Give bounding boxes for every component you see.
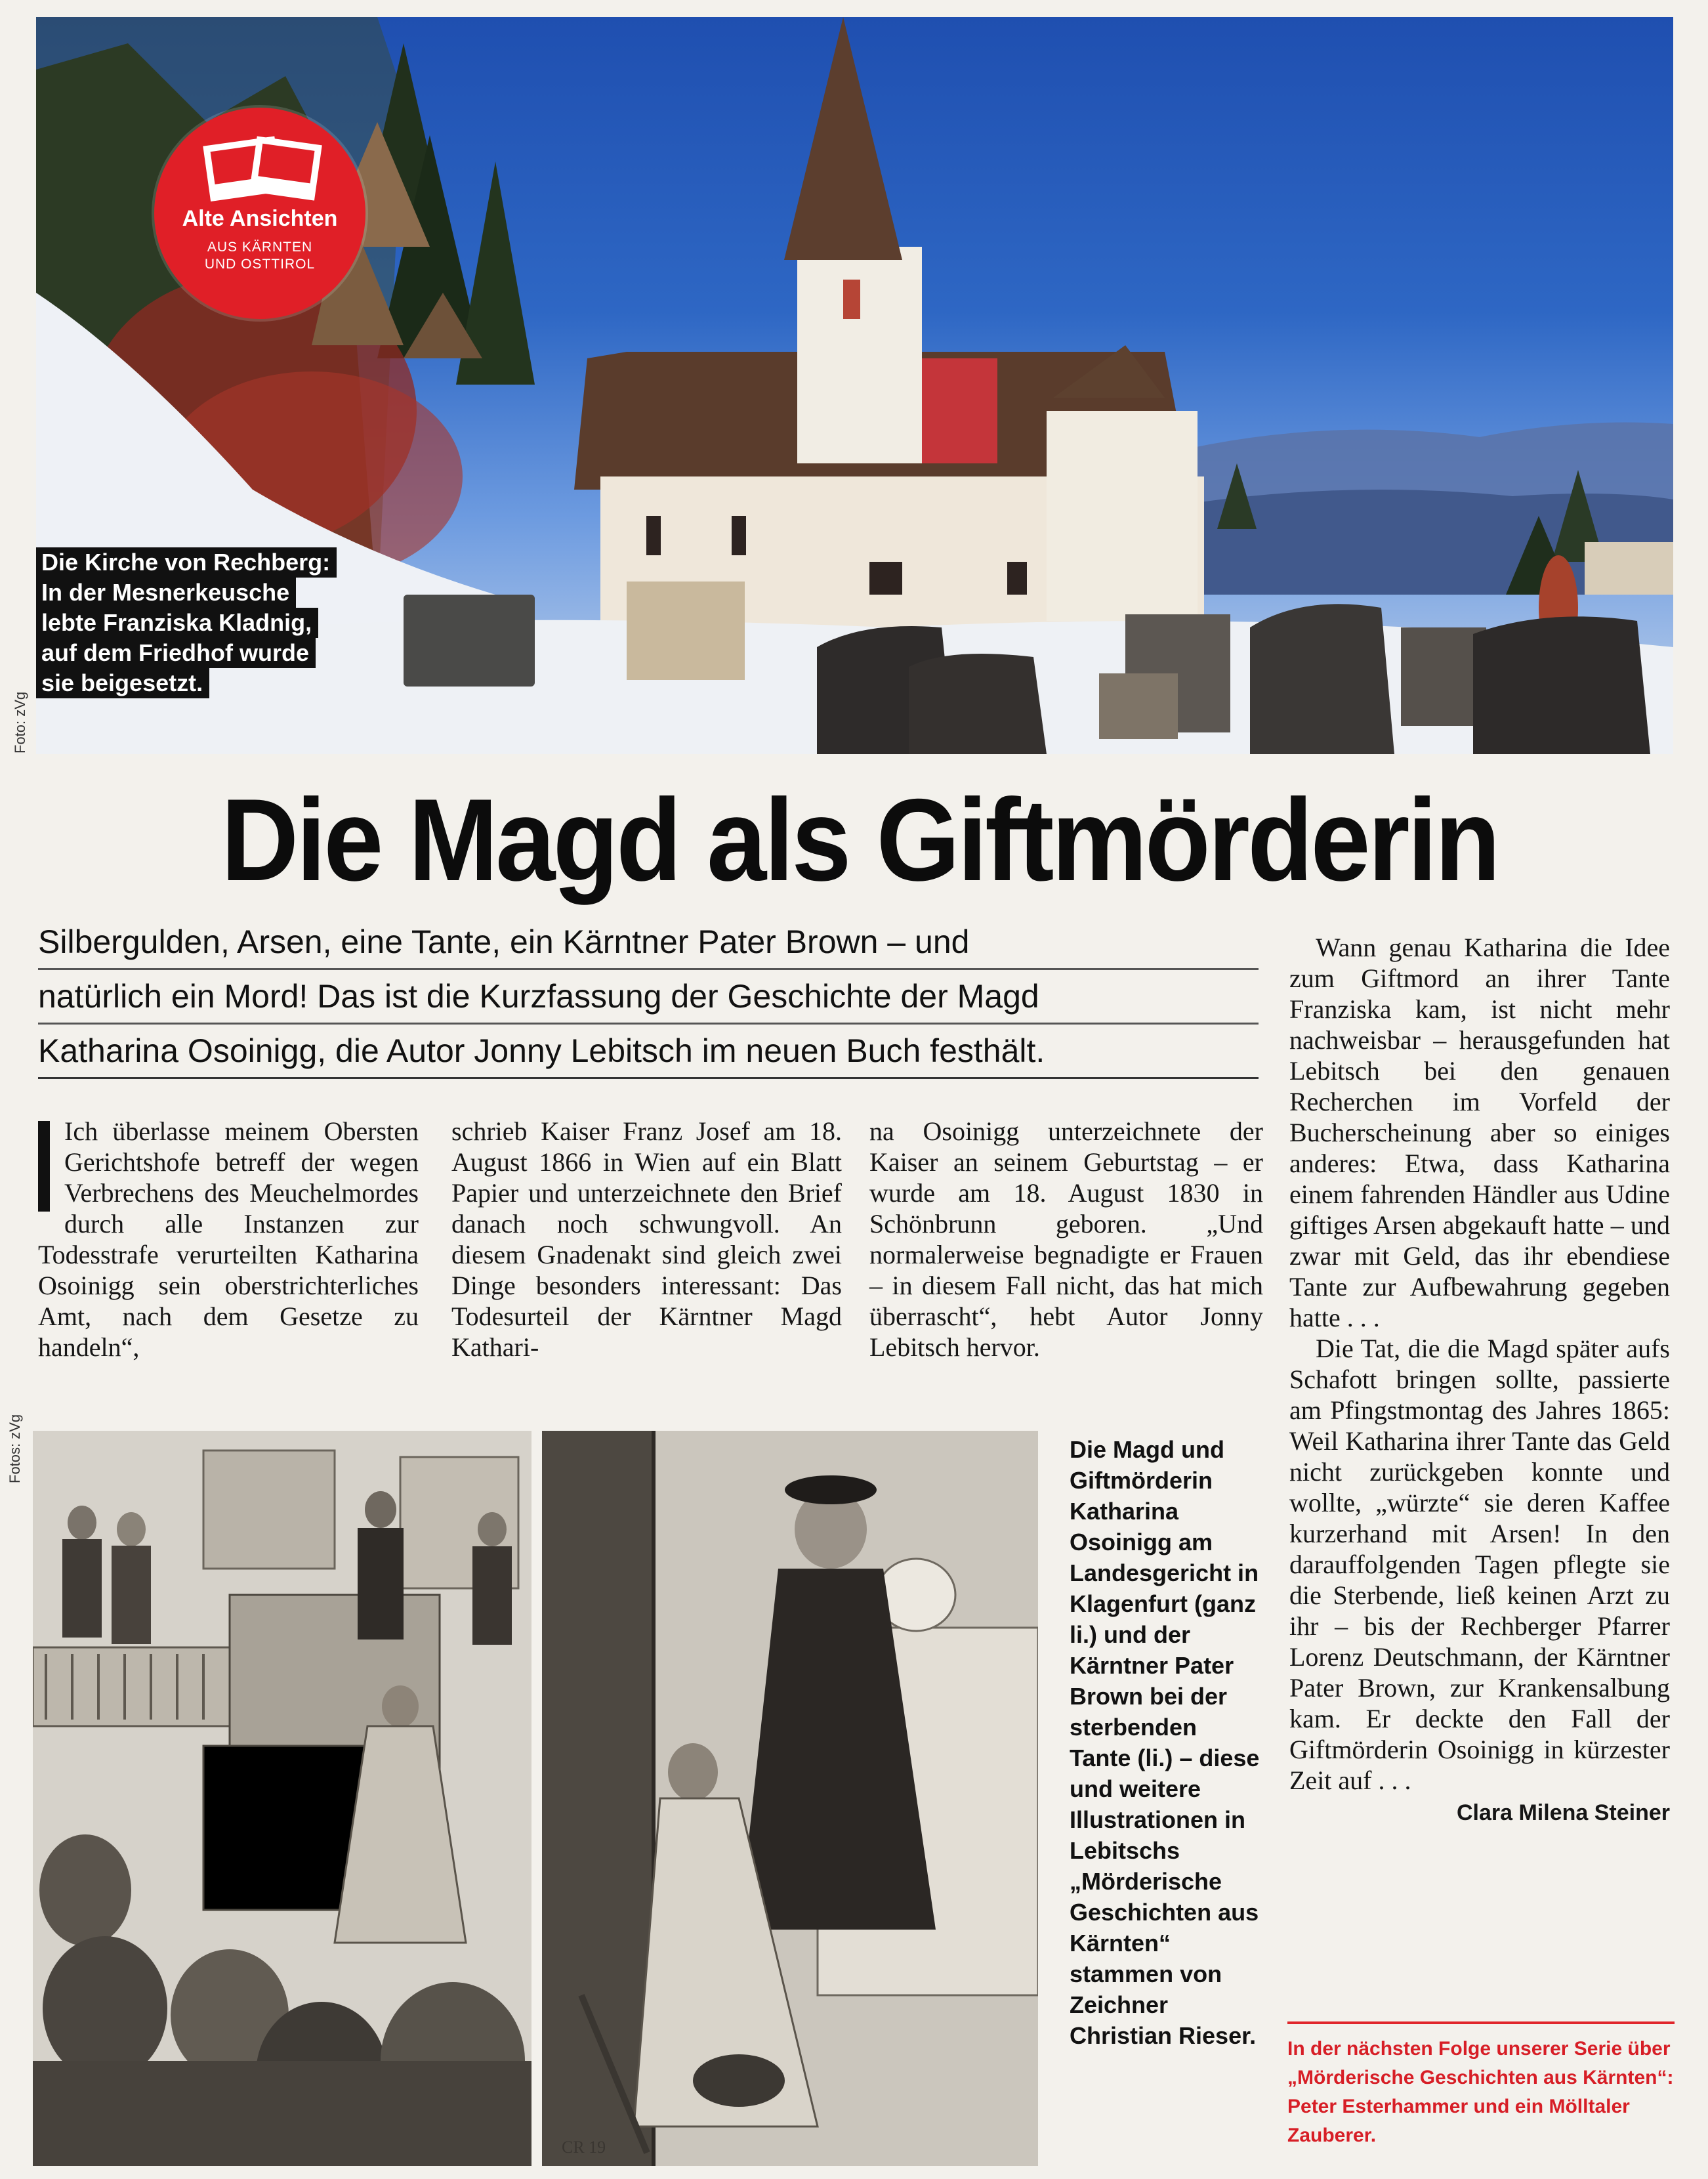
article-column-3 [869,1116,1263,1363]
photo-credit: Foto: zVg [12,691,28,753]
badge-subtitle-line-2: UND OSTTIROL [204,257,316,272]
illustration-caption: Die Magd und Giftmörderin Katharina Osoinigg am Landesgericht in Klagenfurt (ganz li.) und der Kärntner Pater Brown bei der sterbenden Tante (li.) – diese und weitere Illustrationen in Lebitschs „Mörderische Geschichten aus Kärnten“ stammen von Zeichner Christian Rieser. [1070,1436,1260,2049]
deathbed-illustration [542,1431,1038,2166]
photo-caption [36,547,351,698]
illustration-signature: CR 19 [562,2138,606,2157]
article-column-4 [1289,932,1670,1827]
author-byline: Clara Milena Steiner [1456,1800,1670,1825]
photo-caption-line: In der Mesnerkeusche [36,578,296,608]
headline: Die Magd als Giftmörderin [220,774,1499,905]
deathbed-drawing [542,1431,1038,2166]
column-2-text: schrieb Kaiser Franz Josef am 18. August 1866 in Wien auf ein Blatt Papier und unterzeichnete den Brief danach noch schwungvoll. An diesem Gnadenakt sind gleich zwei Dinge besonders interessant: Das Todesurteil der Kärntner Magd Kathari- [451,1116,842,1362]
lead-line: Katharina Osoinigg, die Autor Jonny Lebitsch im neuen Buch festhält. [38,1025,1259,1079]
church-photo [36,17,1673,754]
article-column-1 [38,1116,419,1363]
courtroom-illustration [33,1431,531,2166]
photo-caption-line: Die Kirche von Rechberg: [36,547,337,578]
column-4-paragraph-2: Die Tat, die die Magd später aufs Schafott bringen sollte, passierte am Pfingstmontag des Jahres 1865: Weil Katharina ihrer Tante das Geld nicht zurückgeben konnte und wollte, „würzte“ sie deren Kaffee kurzerhand mit Arsen! In den darauffolgenden Tagen pflegte sie die Sterbende, ließ keinen Arzt zu ihr – bis der Rechberger Pfarrer Lorenz Deutschmann, der Kärntner Pater Brown, zur Krankensalbung kam. Er deckte den Fall der Giftmörderin Osoinigg in kürzester Zeit auf . . . [1289,1334,1670,1795]
next-episode-teaser: In der nächsten Folge unserer Serie über „Mörderische Geschichten aus Kärnten“: Peter Esterhammer und ein Mölltaler Zauberer. [1287,2021,1675,2150]
badge-subtitle-line-1: AUS KÄRNTEN [207,240,313,255]
column-3-text: na Osoinigg unterzeichnete der Kaiser an seinem Geburtstag – er wurde am 18. August 1830 in Schönbrunn geboren. „Und normalerweise begnadigte er Frauen – in diesem Fall nicht, das hat mich überrascht“, hebt Autor Jonny Lebitsch hervor. [869,1116,1263,1362]
lead-paragraph [38,916,1259,1079]
photo-caption-line: auf dem Friedhof wurde [36,638,316,668]
badge-subtitle [154,239,365,273]
drop-cap-bar [38,1121,50,1212]
badge-title: Alte Ansichten [182,206,338,231]
column-1-text: Ich überlasse meinem Obersten Gerichtshofe betreff der wegen Verbrechens des Meuchelmordes durch alle Instanzen zur Todesstrafe verurteilten Katharina Osoinigg sein oberstrichterliches Amt, nach dem Gesetze zu handeln“, [38,1116,419,1362]
courtroom-drawing [33,1431,531,2166]
column-4-paragraph-1: Wann genau Katharina die Idee zum Giftmord an ihrer Tante Franziska kam, ist nicht mehr nachweisbar – herausgefunden hat Lebitsch bei den genauen Recherchen im Vorfeld der Bucherscheinung aber so einiges anderes: Etwa, dass Katharina einem fahrenden Händler aus Udine giftiges Arsen abgekauft hatte – und zwar mit Geld, das ihr ebendiese Tante zur Aufbewahrung gegeben hatte . . . [1289,933,1670,1332]
lead-line: natürlich ein Mord! Das ist die Kurzfassung der Geschichte der Magd [38,970,1259,1025]
article-column-2 [451,1116,842,1363]
photo-caption-line: lebte Franziska Kladnig, [36,608,318,638]
photo-caption-line: sie beigesetzt. [36,668,209,698]
illustration-credit: Fotos: zVg [7,1414,23,1483]
photo-frames-icon [200,134,325,206]
lead-line: Silbergulden, Arsen, eine Tante, ein Kärntner Pater Brown – und [38,916,1259,970]
alte-ansichten-badge [154,108,365,319]
